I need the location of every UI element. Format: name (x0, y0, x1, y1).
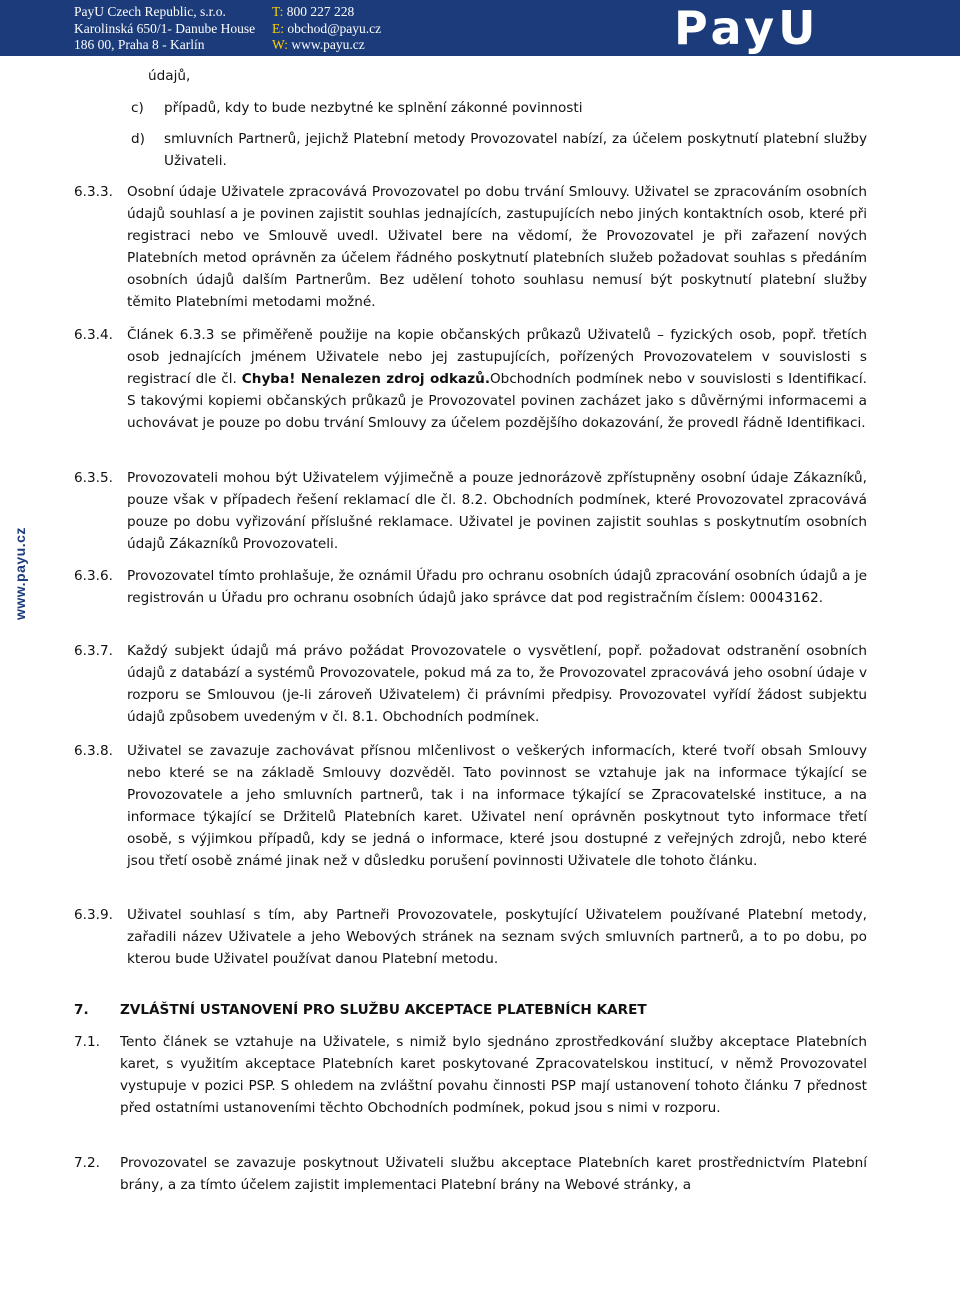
section-6-3-8-number: 6.3.8. (74, 743, 113, 759)
section-6-3-6-number: 6.3.6. (74, 568, 113, 584)
email-value: obchod@payu.cz (284, 20, 382, 36)
section-7-1-number: 7.1. (74, 1034, 100, 1050)
fragment-top: údajů, (148, 68, 191, 84)
email-line (272, 21, 381, 38)
section-6-3-3-text: Osobní údaje Uživatele zpracovává Provozovatel po dobu trvání Smlouvy. Uživatel se zpracováním osobních údajů souhlasí a je povinen zajistit souhlas jednajících, zastupujících nebo jiných kontaktních osob, které při registraci nebo ve Smlouvě uvedl. Uživatel bere na vědomí, že Provozovatel je při zařazení nových Platebních metod oprávněn za účelem řádného poskytnutí platebních služeb požadovat souhlas s předáním osobních údajů dalším Partnerům. Bez udělení tohoto souhlasu nemusí být poskytnutí platební služby těmito Platebními metodami možné. (127, 184, 867, 310)
section-7-2-text: Provozovatel se zavazuje poskytnout Uživateli službu akceptace Platebních karet prostřednictvím Platební brány, a za tímto účelem zajistit implementaci Platební brány na Webové stránky, a (120, 1155, 867, 1193)
section-6-3-7-number: 6.3.7. (74, 643, 113, 659)
section-7-2-number: 7.2. (74, 1155, 100, 1171)
web-value: www.payu.cz (288, 37, 365, 52)
section-6-3-8-text: Uživatel se zavazuje zachovávat přísnou mlčenlivost o veškerých informacích, které tvoří obsah Smlouvy nebo které se na základě Smlouvy dozvěděl. Tato povinnost se vztahuje jak na informace týkající se Provozovatele a jeho smluvních partnerů, tak i na informace týkající se Zpracovatelské instituce, a na informace týkající se Držitelů Platebních karet. Uživatel není oprávněn poskytnout tyto informace třetí osobě, s výjimkou případů, kdy se jedná o informace, které jsou dostupné z veřejných zdrojů, nebo které jsou třetí osobě známé jinak než v důsledku porušení povinnosti Uživatele dle tohoto článku. (127, 743, 867, 869)
section-6-3-7-text: Každý subjekt údajů má právo požádat Provozovatele o vysvětlení, popř. požadovat odstranění osobních údajů z databází a systémů Provozovatele, pokud má za to, že Provozovatel zpracovává jeho osobní údaje v rozporu se Smlouvou (je-li zároveň Uživatelem) či právními předpisy. Provozovatel vyřídí žádost subjektu údajů způsobem uvedeným v čl. 8.1. Obchodních podmínek. (127, 643, 867, 725)
section-6-3-9-text: Uživatel souhlasí s tím, aby Partneři Provozovatele, poskytující Uživatelem používané Platební metody, zařadili název Uživatele a jeho Webových stránek na seznam svých smluvních partnerů, a to po dobu, po kterou bude Uživatel používat danou Platební metodu. (127, 907, 867, 967)
company-address-block (74, 4, 255, 54)
section-6-3-4-number: 6.3.4. (74, 327, 113, 343)
company-city: 186 00, Praha 8 - Karlín (74, 37, 205, 52)
item-d-text: smluvních Partnerů, jejichž Platební metody Provozovatel nabízí, za účelem poskytnutí platební služby Uživateli. (164, 131, 867, 169)
web-line (272, 37, 381, 54)
section-6-3-6-text: Provozovatel tímto prohlašuje, že oznámil Úřadu pro ochranu osobních údajů zpracování osobních údajů a je registrován u Úřadu pro ochranu osobních údajů jako správce dat pod registračním číslem: 00043162. (127, 568, 867, 606)
item-c-text: případů, kdy to bude nezbytné ke splnění zákonné povinnosti (164, 100, 583, 116)
section-6-3-4-text-b: Obchodních podmínek nebo v souvislosti s Identifikací. S takovými kopiemi občanských průkazů je Provozovatel povinen zacházet jako s důvěrnými informacemi a uchovávat je pouze po dobu trvání Smlouvy za účelem pozdějšího dokazování, že provedl řádně Identifikaci. (127, 371, 867, 431)
email-label: E: (272, 20, 284, 36)
section-6-3-5-text: Provozovateli mohou být Uživatelem výjimečně a pouze jednorázově zpřístupněny osobní údaje Zákazníků, pouze však v případech řešení reklamací dle čl. 8.2. Obchodních podmínek, které Provozovatel zpracovává pouze po dobu vyřizování příslušné reklamace. Uživatel je povinen zajistit souhlas s poskytnutím osobních údajů Zákazníků Provozovateli. (127, 470, 867, 552)
section-7-title: ZVLÁŠTNÍ USTANOVENÍ PRO SLUŽBU AKCEPTACE PLATEBNÍCH KARET (120, 1002, 647, 1018)
page-header (0, 0, 960, 56)
web-label: W: (272, 37, 288, 52)
section-7-number: 7. (74, 1002, 89, 1018)
item-c-label: c) (131, 100, 144, 116)
sidebar-website-url: www.payu.cz (12, 527, 28, 620)
phone-value: 800 227 228 (283, 4, 355, 19)
section-6-3-3-number: 6.3.3. (74, 184, 113, 200)
section-6-3-5-number: 6.3.5. (74, 470, 113, 486)
phone-line (272, 4, 381, 21)
section-6-3-4-text-a: Článek 6.3.3 se přiměřeně použije na kopie občanských průkazů Uživatelů – fyzických osob, popř. třetích osob jednajících jménem Uživatele nebo jej zastupujících, pořízených Provozovatelem v souvislosti s registrací dle čl. (127, 327, 867, 387)
payu-logo: PayU (674, 1, 820, 55)
section-6-3-4-text (127, 324, 867, 434)
item-d-label: d) (131, 131, 145, 147)
section-6-3-4-error-ref: Chyba! Nenalezen zdroj odkazů. (241, 371, 490, 387)
section-7-1-text: Tento článek se vztahuje na Uživatele, s nimiž bylo sjednáno zprostředkování služby akceptace Platebních karet, s využitím akceptace Platebních karet poskytované Zpracovatelskou institucí, v němž Provozovatel vystupuje v pozici PSP. S ohledem na zvláštní povahu činnosti PSP mají ustanovení tohoto článku 7 přednost před ostatními ustanoveními těchto Obchodních podmínek, pokud jsou s nimi v rozporu. (120, 1034, 867, 1116)
company-name: PayU Czech Republic, s.r.o. (74, 4, 226, 19)
phone-label: T: (272, 4, 284, 19)
company-street: Karolinská 650/1- Danube House (74, 20, 256, 36)
contact-block (272, 4, 381, 54)
section-6-3-9-number: 6.3.9. (74, 907, 113, 923)
